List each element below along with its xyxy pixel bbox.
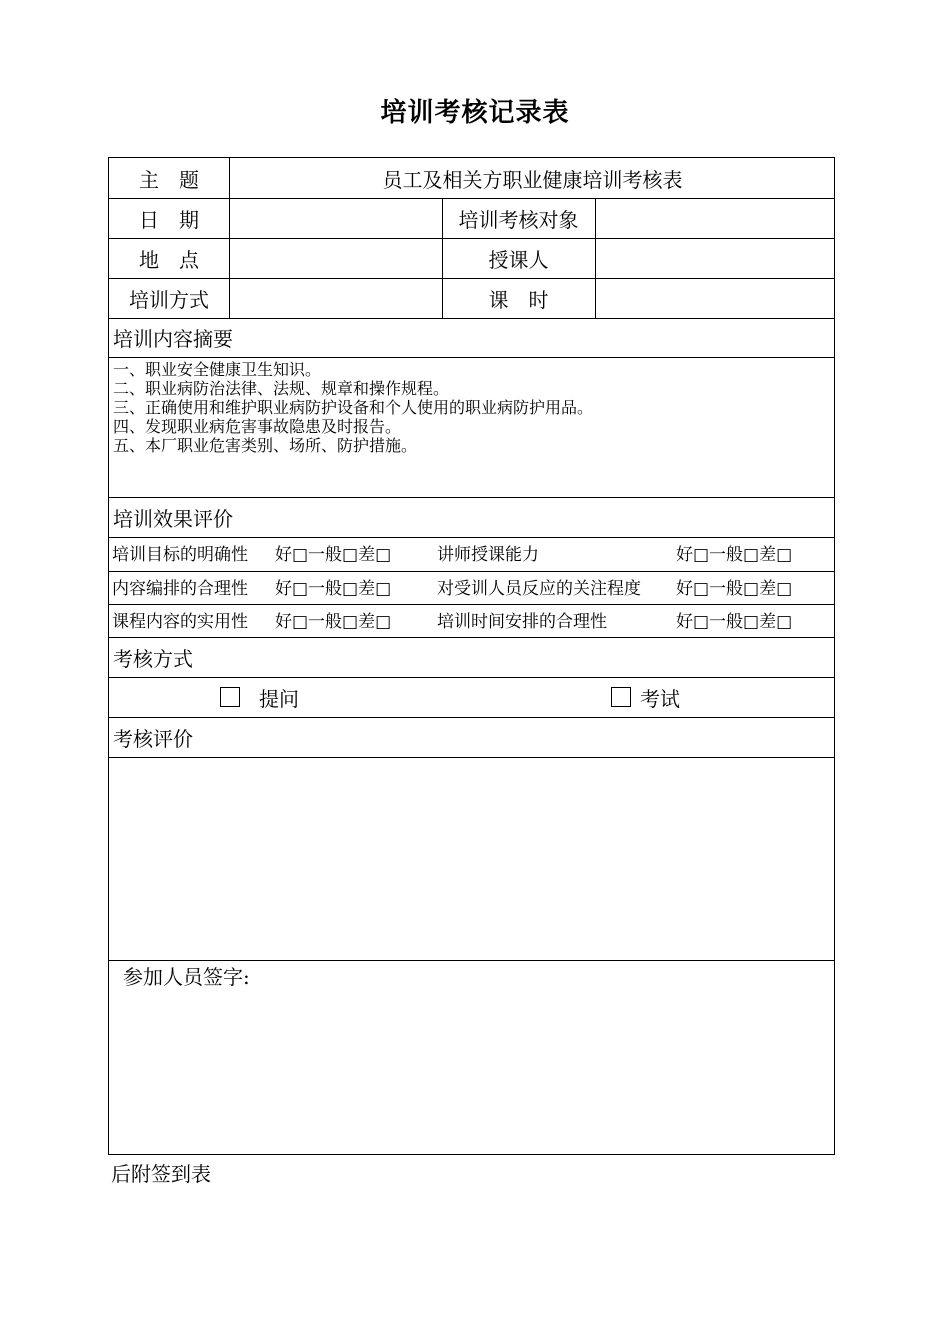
summary-item: 二、职业病防治法律、法规、规章和操作规程。 bbox=[113, 379, 450, 398]
page-title: 培训考核记录表 bbox=[380, 98, 570, 128]
eval-criterion: 培训时间安排的合理性 bbox=[437, 612, 607, 632]
summary-list bbox=[113, 360, 593, 455]
eval-options[interactable]: 好□一般□差□ bbox=[275, 579, 392, 599]
place-label: 地 点 bbox=[139, 247, 199, 272]
row-divider bbox=[109, 677, 834, 678]
record-table bbox=[108, 157, 835, 1155]
summary-item: 三、正确使用和维护职业病防护设备和个人使用的职业病防护用品。 bbox=[113, 398, 594, 417]
assessment-method-heading: 考核方式 bbox=[113, 646, 193, 671]
summary-heading: 培训内容摘要 bbox=[113, 327, 233, 351]
eval-options[interactable]: 好□一般□差□ bbox=[676, 545, 793, 565]
eval-criterion: 课程内容的实用性 bbox=[112, 612, 248, 632]
lecturer-label: 授课人 bbox=[488, 247, 549, 272]
question-checkbox[interactable] bbox=[220, 687, 240, 707]
eval-options[interactable]: 好□一般□差□ bbox=[275, 612, 392, 632]
eval-options[interactable]: 好□一般□差□ bbox=[275, 545, 392, 565]
subject-value: 员工及相关方职业健康培训考核表 bbox=[382, 167, 683, 192]
question-option-label: 提问 bbox=[259, 686, 299, 711]
subject-label: 主 题 bbox=[139, 167, 199, 192]
date-field[interactable] bbox=[229, 198, 442, 238]
exam-checkbox[interactable] bbox=[611, 687, 631, 707]
signature-area[interactable] bbox=[109, 990, 836, 1154]
summary-item: 五、本厂职业危害类别、场所、防护措施。 bbox=[113, 436, 418, 455]
eval-criterion: 对受训人员反应的关注程度 bbox=[437, 579, 641, 599]
lecturer-field[interactable] bbox=[595, 238, 836, 278]
eval-criterion: 讲师授课能力 bbox=[437, 545, 539, 565]
eval-options[interactable]: 好□一般□差□ bbox=[676, 612, 793, 632]
summary-item: 四、发现职业病危害事故隐患及时报告。 bbox=[113, 417, 402, 436]
method-label: 培训方式 bbox=[129, 287, 209, 312]
hours-label: 课 时 bbox=[488, 287, 549, 312]
eval-criterion: 培训目标的明确性 bbox=[112, 545, 248, 565]
eval-criterion: 内容编排的合理性 bbox=[112, 579, 248, 599]
signature-label: 参加人员签字: bbox=[123, 964, 250, 989]
hours-field[interactable] bbox=[595, 278, 836, 318]
summary-item: 一、职业安全健康卫生知识。 bbox=[113, 360, 322, 379]
target-field[interactable] bbox=[595, 198, 836, 238]
assessment-review-heading: 考核评价 bbox=[113, 726, 193, 751]
row-divider bbox=[109, 604, 834, 605]
row-divider bbox=[109, 537, 834, 538]
footer-note: 后附签到表 bbox=[111, 1162, 211, 1186]
row-divider bbox=[109, 357, 834, 358]
target-label: 培训考核对象 bbox=[458, 207, 579, 232]
date-label: 日 期 bbox=[139, 207, 199, 232]
assessment-review-area[interactable] bbox=[109, 758, 836, 960]
eval-options[interactable]: 好□一般□差□ bbox=[676, 579, 793, 599]
exam-option-label: 考试 bbox=[640, 686, 680, 711]
evaluation-heading: 培训效果评价 bbox=[113, 506, 233, 531]
method-field[interactable] bbox=[229, 278, 442, 318]
place-field[interactable] bbox=[229, 238, 442, 278]
row-divider bbox=[109, 571, 834, 572]
